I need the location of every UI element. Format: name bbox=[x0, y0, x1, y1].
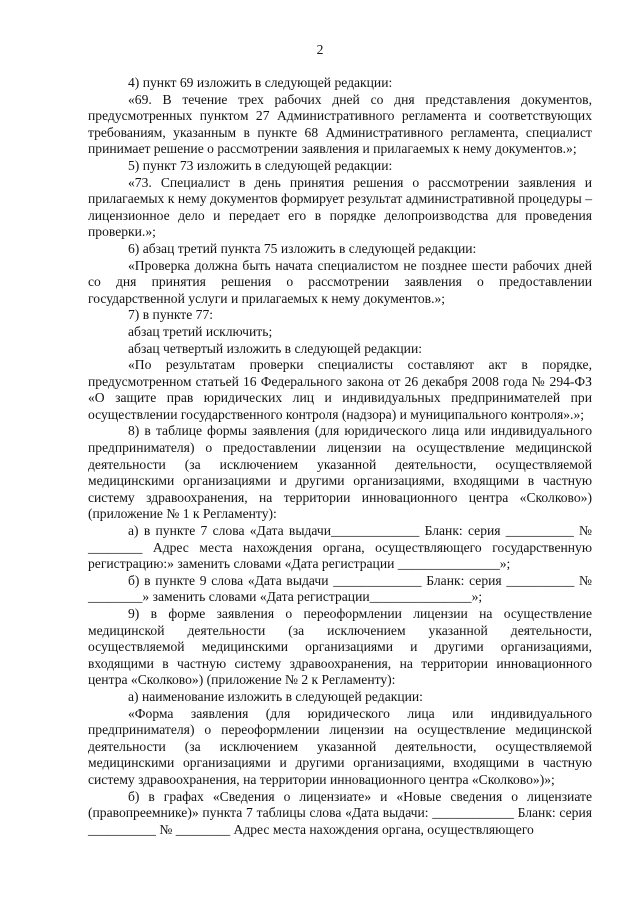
paragraph-8: абзац третий исключить; bbox=[128, 323, 273, 339]
paragraph-11: 8) в таблице формы заявления (для юридического лица или индивидуального предпринимателя) о предоставлении лицензии на осуществление медицинской деятельности (за исключением указанной деятельности, осуществляемой медицинскими организациями и другими организациями, входящими в частную систему здравоохранения, на территории инновационного центра «Сколково») (приложение № 1 к Регламенту): bbox=[88, 423, 592, 522]
paragraph-12: а) в пункте 7 слова «Дата выдачи_____________ Бланк: серия __________ № ________ Адрес места нахождения органа, осуществляющего государственную регистрацию:» заменить словами «Дата регистрации _______________»; bbox=[88, 523, 592, 572]
paragraph-5: 6) абзац третий пункта 75 изложить в следующей редакции: bbox=[128, 240, 477, 256]
paragraph-16: «Форма заявления (для юридического лица или индивидуального предпринимателя) о переоформлении лицензии на осуществление медицинской деятельности (за исключением указанной деятельности, осуществляемой медицинскими организациями и другими организациями, входящими в частную систему здравоохранения, на территории инновационного центра «Сколково»)»; bbox=[88, 705, 592, 787]
paragraph-2: «69. В течение трех рабочих дней со дня представления документов, предусмотренных пунктом 27 Административного регламента и соответствующих требованиям, указанным в пункте 68 Административного регламента, специалист принимает решение о рассмотрении заявления и прилагаемых к нему документов.»; bbox=[88, 91, 592, 157]
paragraph-17: б) в графах «Сведения о лицензиате» и «Новые сведения о лицензиате (правопреемнике)» пункта 7 таблицы слова «Дата выдачи: ____________ Бланк: серия __________ № ________ Адрес места нахождения органа, осуществляющего bbox=[88, 788, 592, 837]
paragraph-9: абзац четвертый изложить в следующей редакции: bbox=[128, 340, 423, 356]
page-number: 2 bbox=[316, 42, 324, 57]
paragraph-10: «По результатам проверки специалисты составляют акт в порядке, предусмотренном статьей 16 Федерального закона от 26 декабря 2008 года № 294-ФЗ «О защите прав юридических лиц и индивидуальных предпринимателей при осуществлении государственного контроля (надзора) и муниципального контроля».»; bbox=[88, 357, 592, 422]
paragraph-1: 4) пункт 69 изложить в следующей редакции: bbox=[128, 75, 393, 90]
paragraph-4: «73. Специалист в день принятия решения о рассмотрении заявления и прилагаемых к нему документов формирует результат административной процедуры – лицензионное дело и передает его в порядке делопроизводства для проведения проверки.»; bbox=[88, 174, 592, 240]
paragraph-13: б) в пункте 9 слова «Дата выдачи _____________ Бланк: серия __________ № ________» заменить словами «Дата регистрации_______________»; bbox=[88, 572, 592, 605]
paragraph-15: а) наименование изложить в следующей редакции: bbox=[128, 688, 423, 704]
paragraph-14: 9) в форме заявления о переоформлении лицензии на осуществление медицинской деятельности (за исключением указанной деятельности, осуществляемой медицинскими организациями и другими организациями, входящими в частную систему здравоохранения, на территории инновационного центра «Сколково») (приложение № 2 к Регламенту): bbox=[88, 606, 592, 688]
document-body bbox=[88, 75, 592, 838]
paragraph-6: «Проверка должна быть начата специалистом не позднее шести рабочих дней со дня принятия решения о рассмотрении заявления о предоставлении государственной услуги и прилагаемых к нему документов.»; bbox=[88, 257, 592, 306]
paragraph-3: 5) пункт 73 изложить в следующей редакции: bbox=[128, 157, 393, 173]
paragraph-7: 7) в пункте 77: bbox=[128, 307, 214, 323]
